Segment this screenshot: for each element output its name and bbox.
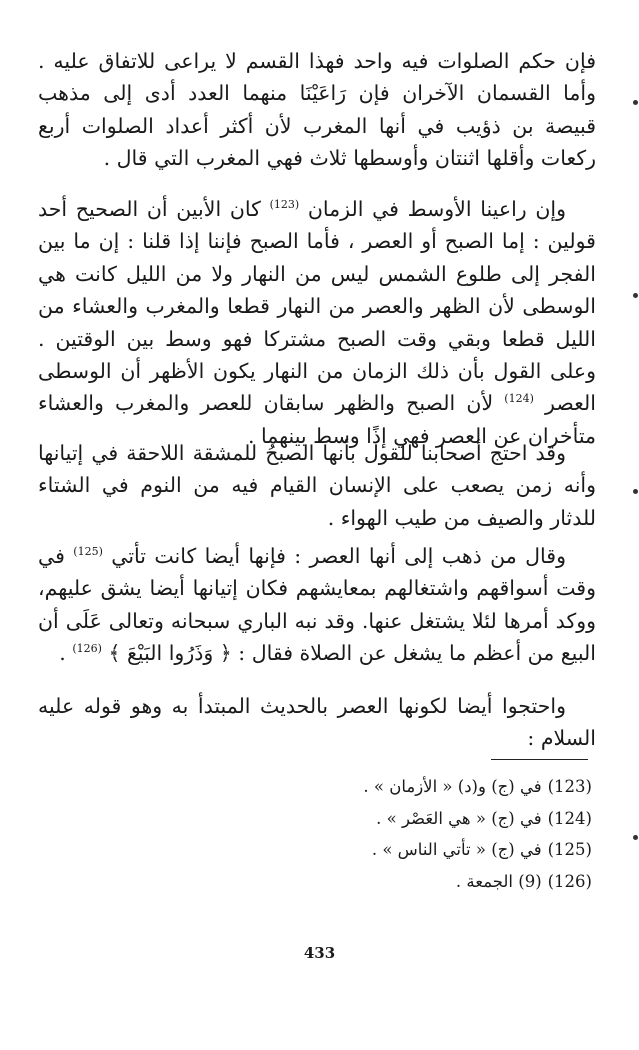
footnote-text: في (ج) « هي العَصْر » . xyxy=(376,808,542,828)
margin-dot xyxy=(633,835,638,840)
footnote-separator xyxy=(491,759,588,760)
footnote-125 xyxy=(300,834,592,866)
page-number: 433 xyxy=(303,944,336,962)
paragraph-text xyxy=(38,540,596,670)
footnote-reference-123: (123) xyxy=(269,198,300,212)
footnote-text: في (ج) « تأتي الناس » . xyxy=(371,840,542,859)
paragraph-2 xyxy=(38,193,596,452)
margin-dot xyxy=(633,489,638,494)
footnote-text: في (ج) و(د) « الأزمان » . xyxy=(363,777,542,796)
paragraph-text: فإن حكم الصلوات فيه واحد فهذا القسم لا يراعى للاتفاق عليه . وأما القسمان الآخران فإن رَاعَيْنَا منهما العدد أدى إلى مذهب قبيصة بن ذؤيب في أنها المغرب لأن أكثر أعداد الصلوات أربع ركعات وأقلها اثنتان وأوسطها ثلاث فهي المغرب التي قال . xyxy=(38,49,596,171)
footnote-text: (9) الجمعة . xyxy=(455,871,542,891)
paragraph-text-end: لأن الصبح والظهر سابقان للعصر والمغرب والعشاء متأخران عن العصر فهي إذًا وسط بينهما . xyxy=(38,391,596,448)
paragraph-1 xyxy=(38,45,596,175)
footnote-reference-126: (126) xyxy=(72,642,102,656)
paragraph-text-middle: في وقت أسواقهم واشتغالهم بمعايشهم فكان إتيانها أيضا يشق عليهم، ووكد أمرها لئلا يشتغل عنها. وقد نبه الباري سبحانه وتعالى عَلَى أن البيع من أعظم ما يشغل عن الصلاة فقال : ﴿ وَذَرُوا البَيْعَ ﴾ xyxy=(38,544,596,666)
footnote-reference-124: (124) xyxy=(504,392,534,406)
footnote-number: (125) xyxy=(547,840,592,859)
footnote-reference-125: (125) xyxy=(73,545,103,559)
footnote-number: (126) xyxy=(547,871,592,891)
footnote-124 xyxy=(300,803,592,835)
footnotes xyxy=(300,771,592,897)
footnote-126 xyxy=(300,866,592,898)
paragraph-5 xyxy=(38,690,596,755)
paragraph-3 xyxy=(38,437,596,534)
margin-dot xyxy=(633,293,638,298)
footnote-number: (123) xyxy=(547,777,592,796)
paragraph-4 xyxy=(38,540,596,670)
paragraph-text-start: وقال من ذهب إلى أنها العصر : فإنها أيضا كانت تأتي xyxy=(111,544,566,568)
paragraph-text-end: . xyxy=(59,641,66,666)
paragraph-text-start: وإن راعينا الأوسط في الزمان xyxy=(307,197,566,221)
footnote-number: (124) xyxy=(547,808,592,828)
footnote-123 xyxy=(300,771,592,803)
paragraph-text xyxy=(38,193,596,452)
margin-dot xyxy=(633,100,638,105)
paragraph-text: وقد احتج أصحابنا للقول بأنها الصبحُ للمشقة اللاحقة في إتيانها وأنه زمن يصعب على الإنسان القيام فيه من النوم في الشتاء للدثار والصيف من طيب الهواء . xyxy=(38,441,596,530)
paragraph-text-middle: كان الأبين أن الصحيح أحد قولين : إما الصبح أو العصر ، فأما الصبح فإننا إذا قلنا : إن ما بين الفجر إلى طلوع الشمس ليس من النهار ولا من الليل كانت هي الوسطى لأن الظهر والعصر من النهار قطعا والمغرب والعشاء من الليل قطعا وبقي وقت الصبح مشتركا فهو وسط بين الوقتين . وعلى القول بأن ذلك الزمان من النهار يكون الأظهر أن الوسطى العصر xyxy=(38,197,596,416)
paragraph-text: واحتجوا أيضا لكونها العصر بالحديث المبتدأ به وهو قوله عليه السلام : xyxy=(38,694,596,751)
